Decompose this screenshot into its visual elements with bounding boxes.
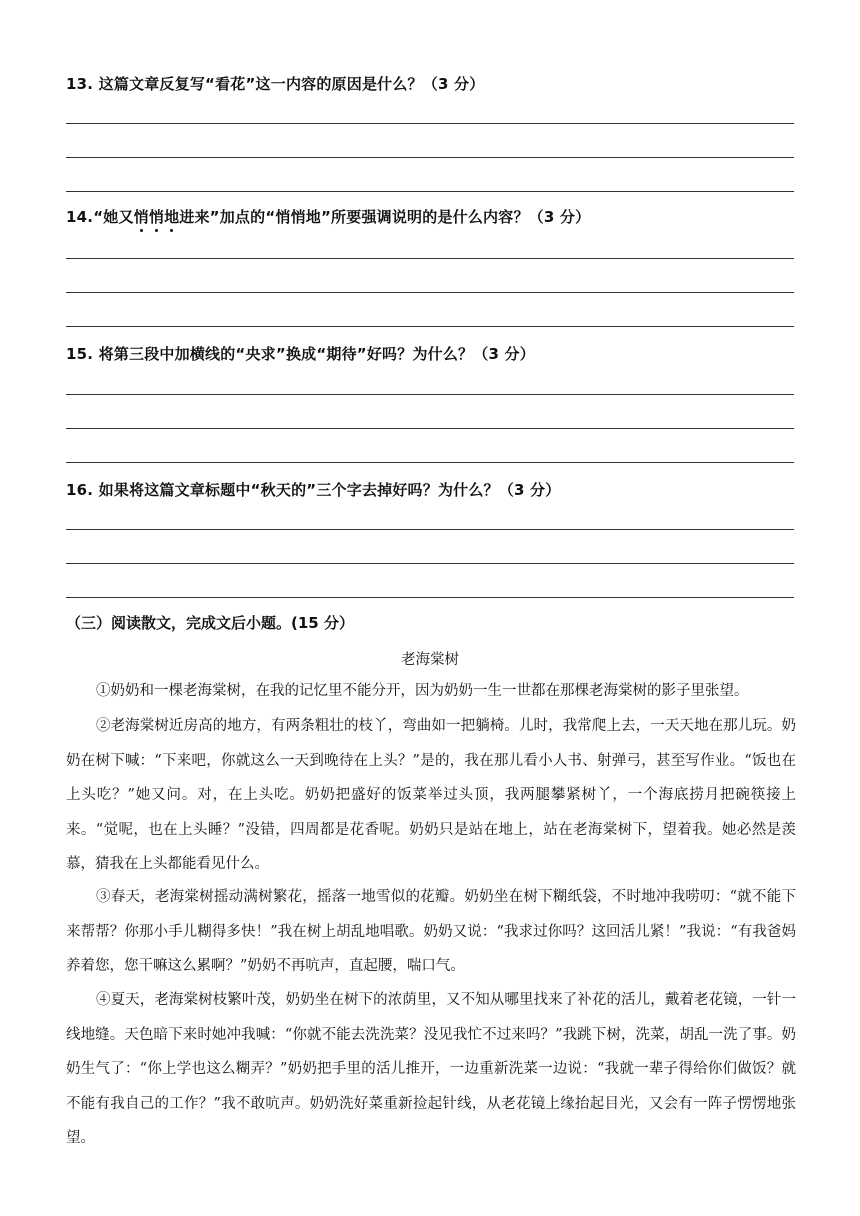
answer-line <box>66 394 794 395</box>
dotted-char: 地 <box>164 208 180 226</box>
answer-line <box>66 123 794 124</box>
question-text-after: 进来”加点的“悄悄地”所要强调说明的是什么内容？（3 分） <box>179 208 591 226</box>
question-15 <box>66 343 535 364</box>
section-heading: （三）阅读散文，完成文后小题。(15 分） <box>66 614 354 632</box>
question-number: 16. <box>66 481 94 499</box>
answer-line <box>66 597 794 598</box>
question-number: 15. <box>66 345 94 363</box>
answer-line <box>66 258 794 259</box>
answer-line <box>66 191 794 192</box>
article-paragraph-2: ②老海棠树近房高的地方，有两条粗壮的枝丫，弯曲如一把躺椅。儿时，我常爬上去，一天天地在那儿玩。奶奶在树下喊：“下来吧，你就这么一天到晚待在上头？”是的，我在那儿看小人书、射弹弓，甚至写作业。“饭也在上头吃？”她又问。对，在上头吃。奶奶把盛好的饭菜举过头顶，我两腿攀紧树丫，一个海底捞月把碗筷接上来。“觉呢，也在上头睡？”没错，四周都是花香呢。奶奶只是站在地上，站在老海棠树下，望着我。她必然是羡慕，猜我在上头都能看见什么。 <box>66 718 796 872</box>
article-title: 老海棠树 <box>401 652 459 668</box>
answer-line <box>66 157 794 158</box>
article-paragraph-4: ④夏天，老海棠树枝繁叶茂，奶奶坐在树下的浓荫里，又不知从哪里找来了补花的活儿，戴着老花镜，一针一线地缝。天色暗下来时她冲我喊：“你就不能去洗洗菜？没见我忙不过来吗？”我跳下树，洗菜，胡乱一洗了事。奶奶生气了：“你上学也这么糊弄？”奶奶把手里的活儿推开，一边重新洗菜一边说：“我就一辈子得给你们做饭？就不能有我自己的工作？”我不敢吭声。奶奶洗好菜重新捡起针线，从老花镜上缘抬起目光，又会有一阵子愣愣地张望。 <box>66 992 796 1146</box>
article-paragraph-3: ③春天，老海棠树摇动满树繁花，摇落一地雪似的花瓣。奶奶坐在树下糊纸袋，不时地冲我唠叨：“就不能下来帮帮？你那小手儿糊得多快！”我在树上胡乱地唱歌。奶奶又说：“我求过你吗？这回活儿紧！”我说：“有我爸妈养着您，您干嘛这么累啊？”奶奶不再吭声，直起腰，喘口气。 <box>66 889 796 974</box>
question-text-before: “她又 <box>93 208 134 226</box>
answer-line <box>66 292 794 293</box>
question-text: 将第三段中加横线的“央求”换成“期待”好吗？为什么？（3 分） <box>98 345 535 363</box>
answer-line <box>66 529 794 530</box>
article-paragraph-1: ①奶奶和一棵老海棠树，在我的记忆里不能分开，因为奶奶一生一世都在那棵老海棠树的影子里张望。 <box>96 683 749 699</box>
answer-line <box>66 428 794 429</box>
question-16 <box>66 479 560 500</box>
question-text: 这篇文章反复写“看花”这一内容的原因是什么？（3 分） <box>98 75 485 93</box>
dotted-char: 悄 <box>133 208 149 226</box>
question-14 <box>66 206 590 227</box>
answer-line <box>66 462 794 463</box>
question-13 <box>66 73 484 94</box>
question-text: 如果将这篇文章标题中“秋天的”三个字去掉好吗？为什么？（3 分） <box>98 481 561 499</box>
answer-line <box>66 326 794 327</box>
question-number: 14. <box>66 208 94 226</box>
dotted-char: 悄 <box>148 208 165 226</box>
question-number: 13. <box>66 75 94 93</box>
answer-line <box>66 563 794 564</box>
